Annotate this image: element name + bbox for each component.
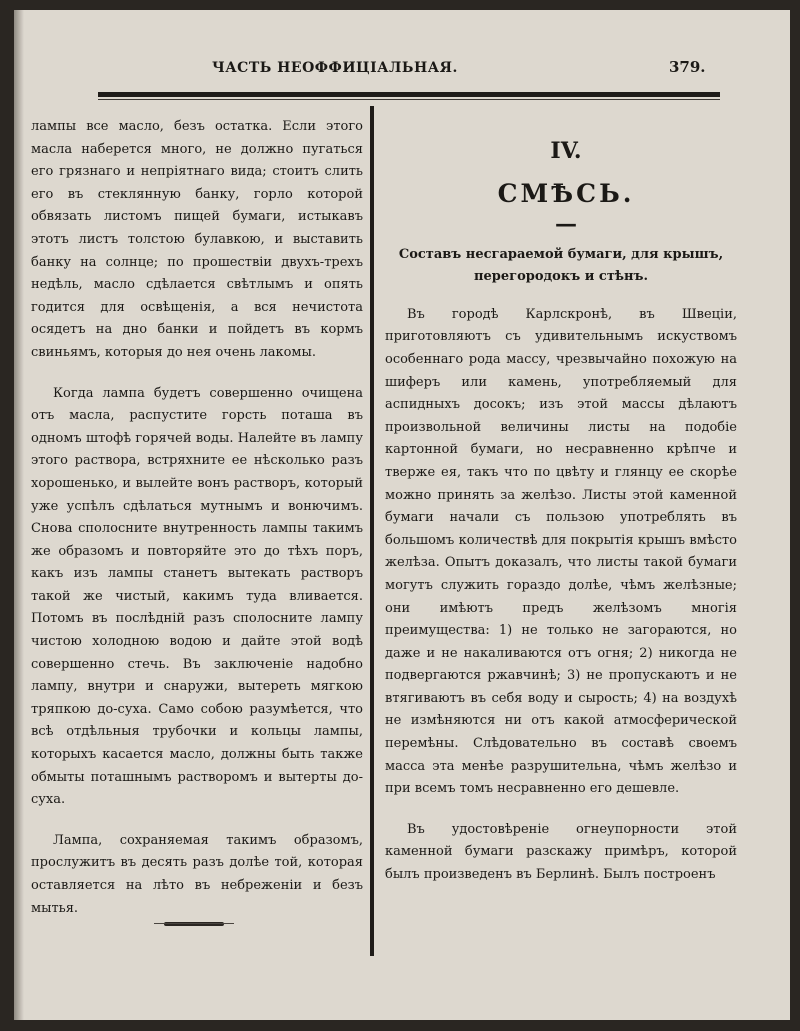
header-rule: [98, 92, 720, 97]
left-paragraph-3: Лампа, сохраняемая такимъ образомъ, прослужитъ въ десять разъ долѣе той, которая оставляется на лѣто въ небреженіи и безъ мытья.: [31, 832, 363, 916]
right-column: [385, 140, 737, 887]
book-page: [14, 10, 790, 1020]
right-paragraph-2: Въ удостовѣреніе огнеупорности этой каменной бумаги разскажу примѣръ, которой былъ произведенъ въ Берлинѣ. Былъ построенъ: [385, 821, 737, 883]
left-paragraph-1: лампы все масло, безъ остатка. Если этого масла наберется много, не должно пугаться его грязнаго и непріятнаго вида; стоитъ слить его въ стеклянную банку, горло которой обвязать листомъ пищей бумаги, истыкавъ этотъ листъ толстою булавкою, и выставить банку на солнце; по прошествіи двухъ-трехъ недѣль, масло сдѣлается свѣтлымъ и опять годится для освѣщенія, а вся нечистота осядетъ на дно банки и пойдетъ въ кормъ свиньямъ, которыя до нея очень лакомы.: [31, 119, 363, 360]
section-number: IV.: [550, 138, 582, 164]
running-header: [14, 58, 790, 84]
header-rule-thin: [98, 99, 720, 100]
page-shadow: [14, 10, 24, 1020]
article-title: Составъ несгараемой бумаги, для крышъ, перегородокъ и стѣнъ.: [398, 246, 724, 284]
page-number: 379.: [669, 58, 706, 76]
section-title: СМѢСЬ.: [497, 178, 635, 208]
right-paragraph-1: Въ городѣ Карлскронѣ, въ Швеціи, приготовляютъ съ удивительнымъ искуствомъ особеннаго рода массу, чрезвычайно похожую на шиферъ или камень, употребляемый для аспидныхъ досокъ; изъ этой массы дѣлаютъ произвольной величины листы на подобіе картонной бумаги, но несравненно крѣпче и тверже ея, такъ что по цвѣту и глянцу ее скорѣе можно принять за желѣзо. Листы этой каменной бумаги начали съ пользою употреблять въ большомъ количествѣ для покрытія крышъ вмѣсто желѣза. Опытъ доказалъ, что листы такой бумаги могутъ служить гораздо долѣе, чѣмъ желѣзные; они имѣютъ предъ желѣзомъ многія преимущества: 1) не только не загораются, но даже и не накаливаются отъ огня; 2) никогда не подвергаются ржавчинѣ; 3) не пропускаютъ и не втягиваютъ въ себя воду и сырость; 4) на воздухѣ не измѣняются ни отъ какой атмосферической перемѣны. Слѣдовательно въ составѣ своемъ масса эта менѣе разрушительна, чѣмъ желѣзо и при всемъ томъ несравненно его дешевле.: [385, 306, 737, 797]
left-paragraph-2: Когда лампа будетъ совершенно очищена отъ масла, распустите горсть поташа въ одномъ штофѣ горячей воды. Налейте въ лампу этого раствора, встряхните ее нѣсколько разъ хорошенько, и вылейте вонъ растворъ, который уже успѣлъ сдѣлаться мутнымъ и вонючимъ. Снова сполосните внутренность лампы такимъ же образомъ и повторяйте это до тѣхъ поръ, какъ изъ лампы станетъ вытекать растворъ такой же чистый, какимъ туда вливается. Потомъ въ послѣдній разъ сполосните лампу чистою холодною водою и дайте этой водѣ совершенно стечь. Въ заключеніе надобно лампу, внутри и снаружи, вытереть мягкою тряпкою до-суха. Само собою разумѣется, что всѣ отдѣльныя трубочки и кольцы лампы, которыхъ касается масло, должны быть также обмыты поташнымъ растворомъ и вытерты до-суха.: [31, 385, 363, 808]
end-ornament: [164, 922, 224, 926]
section-dash: —: [555, 211, 577, 238]
left-column: [31, 116, 363, 920]
column-divider: [370, 106, 374, 956]
running-title: ЧАСТЬ НЕОФФИЦІАЛЬНАЯ.: [212, 60, 458, 76]
